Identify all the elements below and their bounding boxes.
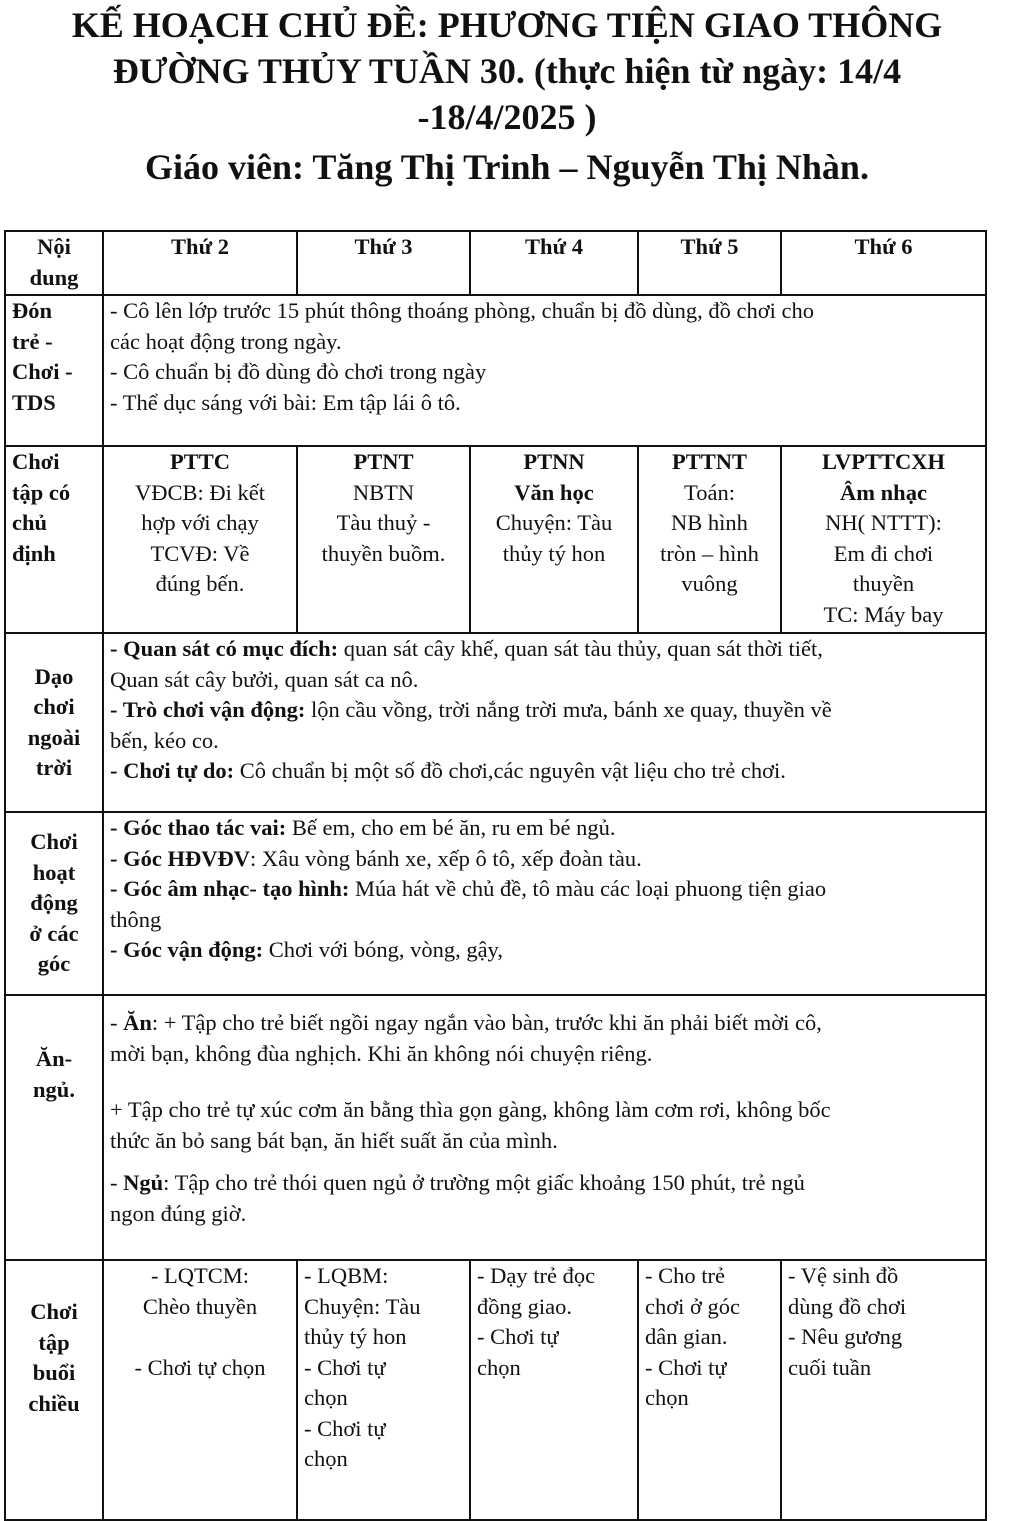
table-row-an-ngu — [5, 995, 986, 1260]
choi-chieu-thu3: - LQBM: Chuyện: Tàu thủy tý hon - Chơi tự chọn - Chơi tự chọn — [297, 1260, 470, 1520]
choi-tap-thu5: PTTNT Toán: NB hình tròn – hình vuông — [638, 446, 781, 633]
choi-chieu-thu5: - Cho trẻ chơi ở góc dân gian. - Chơi tự chọn — [638, 1260, 781, 1520]
document-header — [0, 0, 1014, 190]
choi-tap-thu6: LVPTTCXH Âm nhạc NH( NTTT): Em đi chơi thuyền TC: Máy bay — [781, 446, 986, 633]
row-label-choi-tap: Chơi tập có chủ định — [5, 446, 103, 633]
day-header-thu4: Thứ 4 — [470, 231, 638, 295]
table-row-choi-chieu — [5, 1260, 986, 1520]
an-ngu-content: - Ăn: + Tập cho trẻ biết ngồi ngay ngắn vào bàn, trước khi ăn phải biết mời cô, mời bạn, không đùa nghịch. Khi ăn không nói chuyện riêng. + Tập cho trẻ tự xúc cơm ăn bằng thìa gọn gàng, không làm cơm rơi, không bốc thức ăn bỏ sang bát bạn, ăn hiết suất ăn của mình. - Ngủ: Tập cho trẻ thói quen ngủ ở trường một giấc khoảng 150 phút, trẻ ngủ ngon đúng giờ. — [103, 995, 986, 1260]
title-line-1: KẾ HOẠCH CHỦ ĐỀ: PHƯƠNG TIỆN GIAO THÔNG — [71, 5, 943, 45]
table-row-dao-choi — [5, 633, 986, 812]
row-label-an-ngu: Ăn- ngủ. — [5, 995, 103, 1260]
choi-tap-thu4: PTNN Văn học Chuyện: Tàu thủy tý hon — [470, 446, 638, 633]
day-header-thu5: Thứ 5 — [638, 231, 781, 295]
table-row-don-tre — [5, 295, 986, 446]
table-row-choi-goc — [5, 812, 986, 995]
day-header-thu6: Thứ 6 — [781, 231, 986, 295]
choi-tap-thu3: PTNT NBTN Tàu thuỷ - thuyền buồm. — [297, 446, 470, 633]
day-header-thu2: Thứ 2 — [103, 231, 297, 295]
teachers-line: Giáo viên: Tăng Thị Trinh – Nguyễn Thị Nhàn. — [145, 147, 869, 187]
title-line-2: ĐƯỜNG THỦY TUẦN 30. (thực hiện từ ngày: 14/4 — [112, 51, 902, 91]
row-label-choi-goc: Chơi hoạt động ở các góc — [5, 812, 103, 995]
choi-chieu-thu4: - Dạy trẻ đọc đồng giao. - Chơi tự chọn — [470, 1260, 638, 1520]
row-label-don-tre: Đón trẻ - Chơi - TDS — [5, 295, 103, 446]
title-line-3: -18/4/2025 ) — [417, 97, 597, 137]
day-header-thu3: Thứ 3 — [297, 231, 470, 295]
choi-chieu-thu6: - Vệ sinh đồ dùng đồ chơi - Nêu gương cuối tuần — [781, 1260, 986, 1520]
choi-chieu-thu2: - LQTCM: Chèo thuyền - Chơi tự chọn — [103, 1260, 297, 1520]
row-label-choi-chieu: Chơi tập buổi chiều — [5, 1260, 103, 1520]
corner-cell: Nội dung — [5, 231, 103, 295]
row-label-dao-choi: Dạo chơi ngoài trời — [5, 633, 103, 812]
choi-tap-thu2: PTTC VĐCB: Đi kết hợp với chạy TCVĐ: Về đúng bến. — [103, 446, 297, 633]
table-row-choi-tap-co-chu-dinh — [5, 446, 986, 633]
don-tre-content: - Cô lên lớp trước 15 phút thông thoáng phòng, chuẩn bị đồ dùng, đồ chơi cho các hoạt động trong ngày. - Cô chuẩn bị đồ dùng đò chơi trong ngày - Thể dục sáng với bài: Em tập lái ô tô. — [103, 295, 986, 446]
dao-choi-content: - Quan sát có mục đích: quan sát cây khế, quan sát tàu thủy, quan sát thời tiết, Quan sát cây bưởi, quan sát ca nô. - Trò chơi vận động: lộn cầu vồng, trời nắng trời mưa, bánh xe quay, thuyền về bến, kéo co. - Chơi tự do: Cô chuẩn bị một số đồ chơi,các nguyên vật liệu cho trẻ chơi. — [103, 633, 986, 812]
table-header-row — [5, 231, 986, 295]
weekly-plan-table — [4, 230, 987, 1521]
choi-goc-content: - Góc thao tác vai: Bế em, cho em bé ăn, ru em bé ngủ. - Góc HĐVĐV: Xâu vòng bánh xe, xếp ô tô, xếp đoàn tàu. - Góc âm nhạc- tạo hình: Múa hát về chủ đề, tô màu các loại phuong tiện giao thông - Góc vận động: Chơi với bóng, vòng, gậy, — [103, 812, 986, 995]
